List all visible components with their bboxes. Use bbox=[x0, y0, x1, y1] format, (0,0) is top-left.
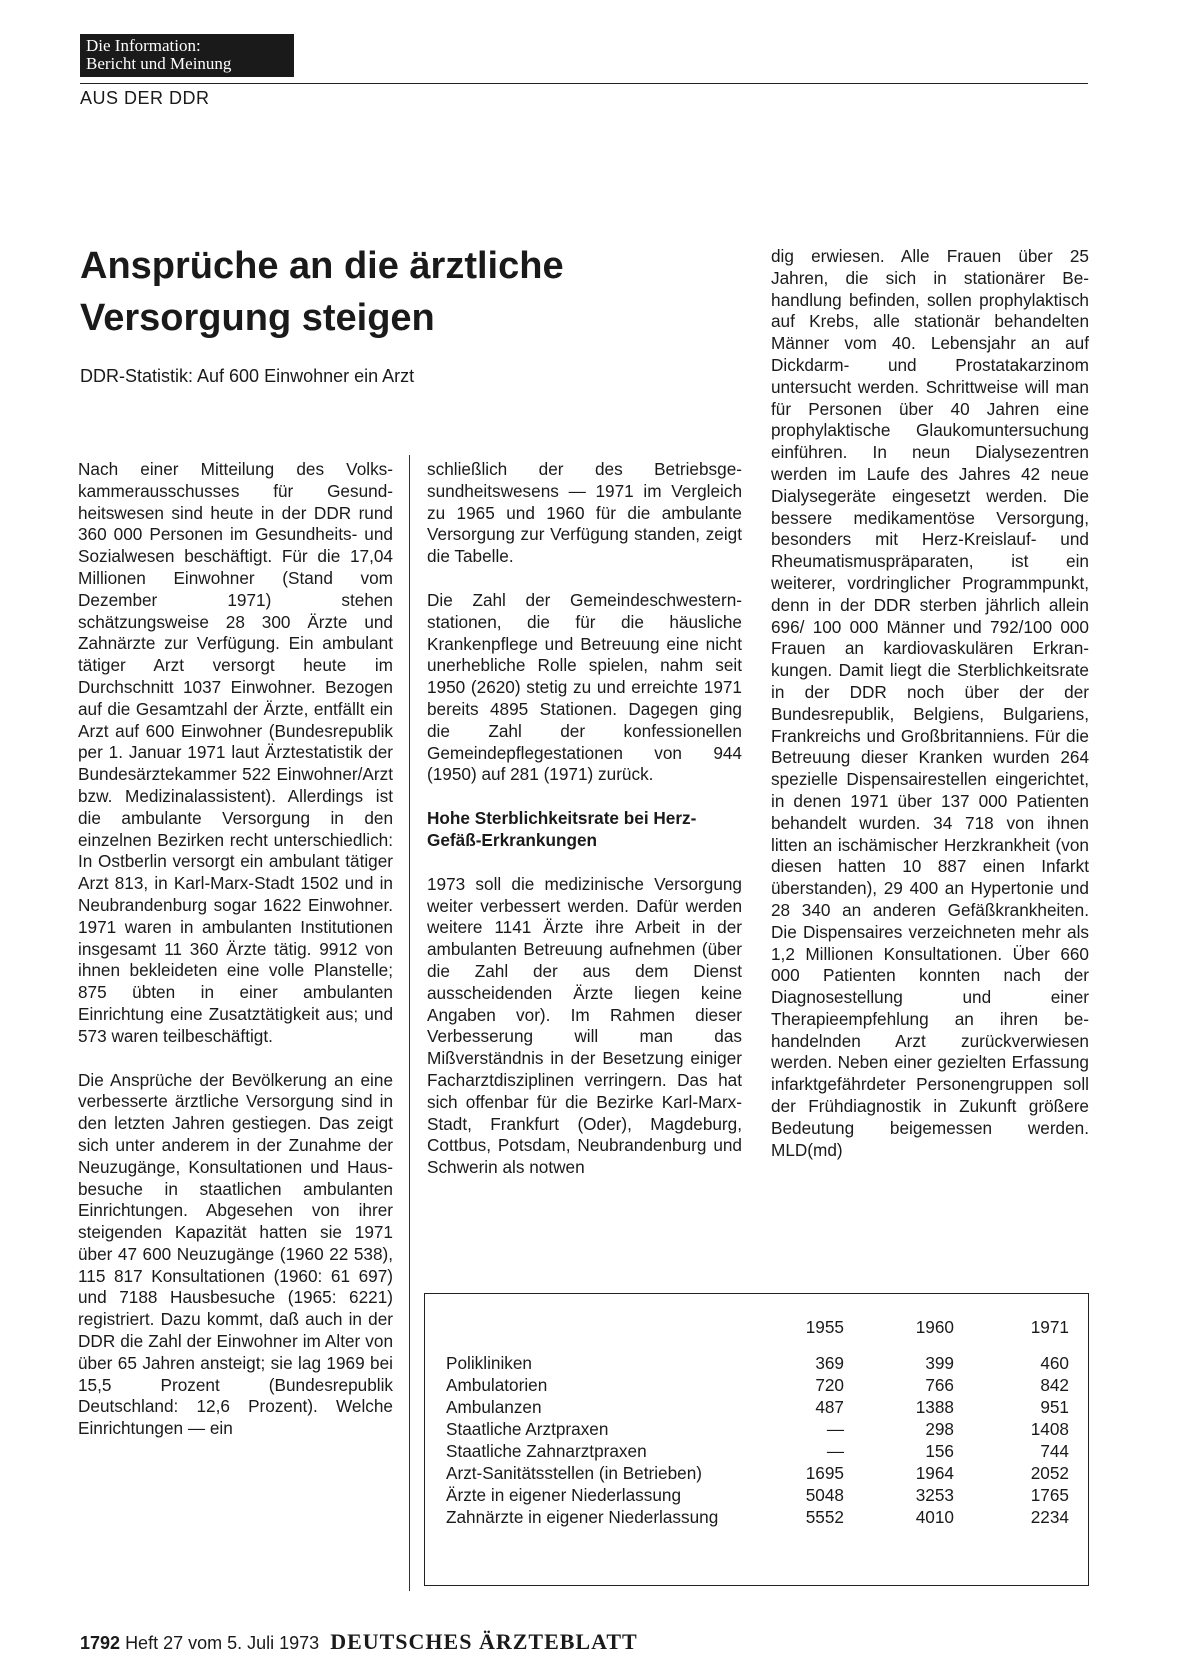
table-row-label: Staatliche Zahnarztpraxen bbox=[446, 1441, 647, 1461]
table-cell: 460 bbox=[1040, 1353, 1069, 1373]
table-cell: 1695 bbox=[805, 1463, 844, 1483]
paragraph-6: dig erwiesen. Alle Frauen über 25 Jahren, die sich in stationärer Behandlung befinden, sollen prophylaktisch auf Krebs, alle stationär behandelten Männer vom 40. Lebensjahr an auf Dickdarm- und Prostatakarzinom untersucht werden. Schrittweise will man für Personen über 40 Jahren eine prophylaktische Glaukomuntersuchung einführen. In neun Dialysezentren werden im Laufe des Jahres 42 neue Dialysegeräte eingesetzt werden. Die bessere medikamentöse Versorgung, besonders mit Herz-Kreislauf- und Rheumatismuspräparaten, ist ein weiterer, vordringlicher Programmpunkt, denn in der DDR sterben jährlich allein 696/ 100 000 Männer und 792/100 000 Frauen an kardiovaskulären Erkrankungen. Damit liegt die Sterblichkeitsrate in der DDR noch über der der Bundesrepublik, Belgiens, Bulgariens, Frankreichs und Großbritanniens. Für die Betreuung dieser Kranken wurden 264 spezielle Dispensairestellen eingerichtet, in denen 1971 über 137 000 Patienten behandelt wurden. 34 718 von ihnen litten an ischämischer Herzkrankheit (von diesen hatten 10 887 einen Infarkt überstanden), 29 400 an Hypertonie und 28 340 an anderen Gefäßkrankheiten. Die Dispensaires verzeichneten mehr als 1,2 Millionen Konsultationen. Über 660 000 Patienten konnten nach der Diagnosestellung und einer Therapieempfehlung an ihren behandelnden Arzt zurückverwiesen werden. Neben einer gezielten Erfassung infarktgefährdeter Personengruppen soll der Frühdiagnostik in Zukunft größere Bedeutung beigemessen werden. MLD(md) bbox=[771, 246, 1089, 1160]
table-cell: 1408 bbox=[1030, 1419, 1069, 1439]
table-cell: 842 bbox=[1040, 1375, 1069, 1395]
column-divider bbox=[409, 455, 410, 1591]
table-cell: 766 bbox=[925, 1375, 954, 1395]
table-cell: 1765 bbox=[1030, 1485, 1069, 1505]
table-cell: 5048 bbox=[805, 1485, 844, 1505]
table-cell: 399 bbox=[925, 1353, 954, 1373]
table-cell: 5552 bbox=[805, 1507, 844, 1527]
table-row-label: Staatliche Arztpraxen bbox=[446, 1419, 609, 1439]
statistics-table bbox=[446, 1316, 1069, 1528]
table-row bbox=[446, 1462, 1069, 1484]
table-row-label: Ambulatorien bbox=[446, 1375, 548, 1395]
column-3 bbox=[771, 246, 1089, 1161]
paragraph-5: 1973 soll die medizinische Versorgung weiter verbessert werden. Dafür werden weitere 1141 Ärzte ihre Arbeit in der ambulanten Betreuung aufnehmen (über die Zahl der aus dem Dienst ausscheidenden Ärzte liegen keine Angaben vor). Im Rahmen dieser Verbesserung will man das Mißverständnis in der Besetzung einiger Facharztdisziplinen verringern. Das hat sich offenbar für die Bezirke Karl-Marx-Stadt, Frankfurt (Oder), Magdeburg, Cottbus, Potsdam, Neubrandenburg und Schwerin als notwen bbox=[427, 873, 742, 1178]
column-1 bbox=[78, 459, 393, 1440]
subheading: Hohe Sterblichkeitsrate bei Herz-Gefäß-Erkrankungen bbox=[427, 808, 697, 850]
table-header-label bbox=[446, 1316, 794, 1352]
table-row bbox=[446, 1374, 1069, 1396]
table-row-label: Ambulanzen bbox=[446, 1397, 542, 1417]
table-cell: 3253 bbox=[915, 1485, 954, 1505]
table-cell: 744 bbox=[1040, 1441, 1069, 1461]
table-cell: 1964 bbox=[915, 1463, 954, 1483]
header-rule bbox=[80, 83, 1088, 84]
table-cell: — bbox=[826, 1419, 844, 1439]
badge-line-1: Die Information: bbox=[86, 36, 201, 55]
table-cell: 720 bbox=[815, 1375, 844, 1395]
table-row bbox=[446, 1506, 1069, 1528]
table-cell: 951 bbox=[1040, 1397, 1069, 1417]
table-row bbox=[446, 1418, 1069, 1440]
section-badge bbox=[80, 34, 294, 77]
table-cell: 369 bbox=[815, 1353, 844, 1373]
page-footer bbox=[80, 1629, 638, 1655]
paragraph-2: Die Ansprüche der Bevölkerung an eine verbesserte ärztliche Versorgung sind in den letzten Jahren gestiegen. Das zeigt sich unter anderem in der Zunahme der Neuzugänge, Konsultationen und Hausbesuche in staatlichen ambulanten Einrichtungen. Abgesehen von ihrer steigenden Kapazität hatten sie 1971 über 47 600 Neuzugänge (1960 22 538), 115 817 Konsultationen (1960: 61 697) und 7188 Hausbesuche (1965: 6221) registriert. Dazu kommt, daß auch in der DDR die Zahl der Einwohner im Alter von über 65 Jahren ansteigt; sie lag 1969 bei 15,5 Prozent (Bundesrepublik Deutschland: 12,6 Prozent). Welche Einrichtungen — ein bbox=[78, 1069, 393, 1439]
table-header-year: 1971 bbox=[1030, 1316, 1069, 1337]
page-number: 1792 bbox=[80, 1633, 121, 1653]
paragraph-4: Die Zahl der Gemeindeschwesternstationen, die für die häusliche Krankenpflege und Betreuung eine nicht unerhebliche Rolle spielen, nahm seit 1950 (2620) stetig zu und erreichte 1971 bereits 4895 Stationen. Dagegen ging die Zahl der konfessionellen Gemeindepflegestationen von 944 (1950) auf 281 (1971) zurück. bbox=[427, 589, 742, 785]
table-cell: 487 bbox=[815, 1397, 844, 1417]
article-title: Ansprüche an die ärztliche Versorgung steigen bbox=[80, 245, 564, 339]
magazine-name: DEUTSCHES ÄRZTEBLATT bbox=[330, 1629, 638, 1654]
column-2 bbox=[427, 459, 742, 1179]
table-row-label: Ärzte in eigener Niederlassung bbox=[446, 1485, 682, 1505]
table-cell: 1388 bbox=[915, 1397, 954, 1417]
table-row bbox=[446, 1484, 1069, 1506]
table-cell: 4010 bbox=[915, 1507, 954, 1527]
table-cell: 298 bbox=[925, 1419, 954, 1439]
table-cell: 2052 bbox=[1030, 1463, 1069, 1483]
table-header-year: 1960 bbox=[915, 1316, 954, 1337]
statistics-table-box bbox=[424, 1293, 1089, 1586]
table-cell: 156 bbox=[925, 1441, 954, 1461]
paragraph-1: Nach einer Mitteilung des Volkskammerausschusses für Gesundheitswesen sind heute in der DDR rund 360 000 Personen im Gesundheits- und Sozialwesen beschäftigt. Für die 17,04 Millionen Einwohner (Stand vom Dezember 1971) stehen schätzungsweise 28 300 Ärzte und Zahnärzte zur Verfügung. Ein ambulant tätiger Arzt versorgt heute im Durchschnitt 1037 Einwohner. Bezogen auf die Gesamtzahl der Ärzte, entfällt ein Arzt auf 600 Einwohner (Bundesrepublik per 1. Januar 1971 laut Ärztestatistik der Bundesärztekammer 522 Einwohner/Arzt bzw. Medizinalassistent). Allerdings ist die ambulante Versorgung in den einzelnen Bezirken recht unterschiedlich: In Ostberlin versorgt ein ambulant tätiger Arzt 813, in Karl-Marx-Stadt 1502 und in Neubrandenburg sogar 1622 Einwohner. 1971 waren in ambulanten Institutionen insgesamt 11 360 Ärzte tätig. 9912 von ihnen bekleideten eine volle Planstelle; 875 übten in einer ambulanten Einrichtung eine Zusatztätigkeit aus; und 573 waren teilbeschäftigt. bbox=[78, 459, 393, 1046]
table-row bbox=[446, 1352, 1069, 1374]
table-row-label: Arzt-Sanitätsstellen (in Betrieben) bbox=[446, 1463, 703, 1483]
table-header-year: 1955 bbox=[805, 1316, 844, 1337]
issue-info: Heft 27 vom 5. Juli 1973 bbox=[125, 1633, 320, 1653]
table-cell: — bbox=[826, 1441, 844, 1461]
table-row bbox=[446, 1396, 1069, 1418]
table-row-label: Zahnärzte in eigener Niederlassung bbox=[446, 1507, 719, 1527]
article-subtitle: DDR-Statistik: Auf 600 Einwohner ein Arzt bbox=[80, 366, 415, 386]
section-kicker: AUS DER DDR bbox=[80, 88, 210, 108]
table-header-row bbox=[446, 1316, 1069, 1352]
badge-line-2: Bericht und Meinung bbox=[86, 54, 232, 73]
table-row bbox=[446, 1440, 1069, 1462]
paragraph-3: schließlich der des Betriebsgesundheitswesens — 1971 im Vergleich zu 1965 und 1960 für die ambulante Versorgung zur Verfügung standen, zeigt die Tabelle. bbox=[427, 459, 742, 567]
table-cell: 2234 bbox=[1030, 1507, 1069, 1527]
table-row-label: Polikliniken bbox=[446, 1353, 532, 1373]
